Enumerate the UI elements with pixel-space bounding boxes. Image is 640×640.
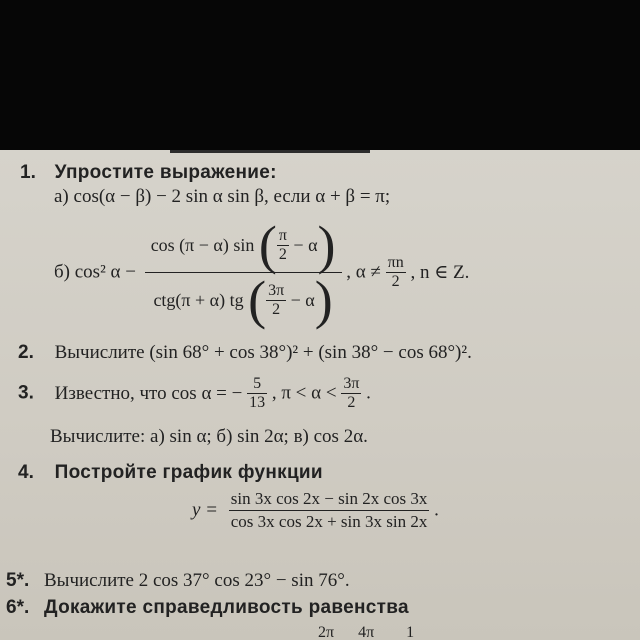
problem-text-lead: Известно, что cos α = − xyxy=(54,382,243,404)
problem-number: 2. xyxy=(18,342,34,363)
frac-den: 2 xyxy=(341,393,361,412)
frac-den: 13 xyxy=(249,394,266,411)
3pi-over-2-fraction xyxy=(341,375,361,412)
header-rule xyxy=(170,150,370,153)
problem-number: 1. xyxy=(20,162,36,183)
problem-1-header xyxy=(20,162,277,184)
problem-title: Докажите справедливость равенства xyxy=(44,597,409,618)
function-fraction xyxy=(229,488,430,533)
problem-4-header xyxy=(18,462,323,484)
frac-den: 2 xyxy=(266,300,286,319)
paren-close: ) xyxy=(317,215,336,275)
condition-right: , n ∈ Z. xyxy=(410,262,470,283)
problem-5 xyxy=(6,570,350,592)
problem-3 xyxy=(18,375,371,412)
problem-1a: а) cos(α − β) − 2 sin α sin β, если α + β = π; xyxy=(54,186,391,207)
paren-open: ( xyxy=(248,270,267,330)
numerator-right: − α xyxy=(293,235,318,255)
frac-num: π xyxy=(278,226,287,244)
paren-close: ) xyxy=(314,270,333,330)
function-numerator: sin 3x cos 2x − sin 2x cos 3x xyxy=(230,489,428,508)
problem-title: Упростите выражение: xyxy=(54,162,277,183)
five-over-thirteen-fraction xyxy=(247,375,267,412)
denominator-left: ctg(π + α) tg xyxy=(153,290,244,310)
problem-6 xyxy=(6,597,409,619)
paren-open: ( xyxy=(258,215,277,275)
frac-num: πn xyxy=(387,254,404,271)
problem-number: 4. xyxy=(18,462,34,483)
function-y-label: y = xyxy=(192,499,219,521)
problem-text-mid: , π < α < xyxy=(271,382,337,404)
problem-number: 6*. xyxy=(6,597,30,618)
problem-6-partial: 2π 4π 1 xyxy=(318,624,415,640)
textbook-page xyxy=(0,150,640,640)
problem-2 xyxy=(18,342,472,364)
pi-over-2-fraction xyxy=(277,227,289,264)
frac-den: 2 xyxy=(386,272,406,291)
problem-text-end: . xyxy=(366,382,371,404)
denominator-right: − α xyxy=(290,290,315,310)
main-denominator xyxy=(145,270,342,330)
problem-3-tasks: Вычислите: а) sin α; б) sin 2α; в) cos 2α. xyxy=(50,426,368,447)
3pi-over-2-fraction xyxy=(266,282,286,319)
main-fraction xyxy=(145,215,342,330)
problem-title: Постройте график функции xyxy=(54,462,323,483)
problem-1b-label: б) cos² α − xyxy=(54,261,136,283)
frac-num: 3π xyxy=(268,281,285,299)
numerator-left: cos (π − α) sin xyxy=(150,235,255,255)
problem-number: 5*. xyxy=(6,570,30,591)
problem-text: Вычислите 2 cos 37° cos 23° − sin 76°. xyxy=(44,570,350,591)
function-end: . xyxy=(434,499,439,521)
problem-text: Вычислите (sin 68° + cos 38°)² + (sin 38° − cos 68°)². xyxy=(54,342,472,363)
frac-den: 2 xyxy=(277,245,289,264)
problem-number: 3. xyxy=(18,382,34,404)
main-numerator xyxy=(145,215,342,275)
problem-1b xyxy=(54,215,470,330)
condition-left: , α ≠ xyxy=(346,261,381,283)
function-formula xyxy=(192,488,439,533)
frac-num: 3π xyxy=(343,375,360,392)
pin-over-2-fraction xyxy=(386,254,406,291)
photo-dark-background xyxy=(0,0,640,150)
frac-num: 5 xyxy=(253,375,262,392)
function-denominator: cos 3x cos 2x + sin 3x sin 2x xyxy=(230,512,428,531)
